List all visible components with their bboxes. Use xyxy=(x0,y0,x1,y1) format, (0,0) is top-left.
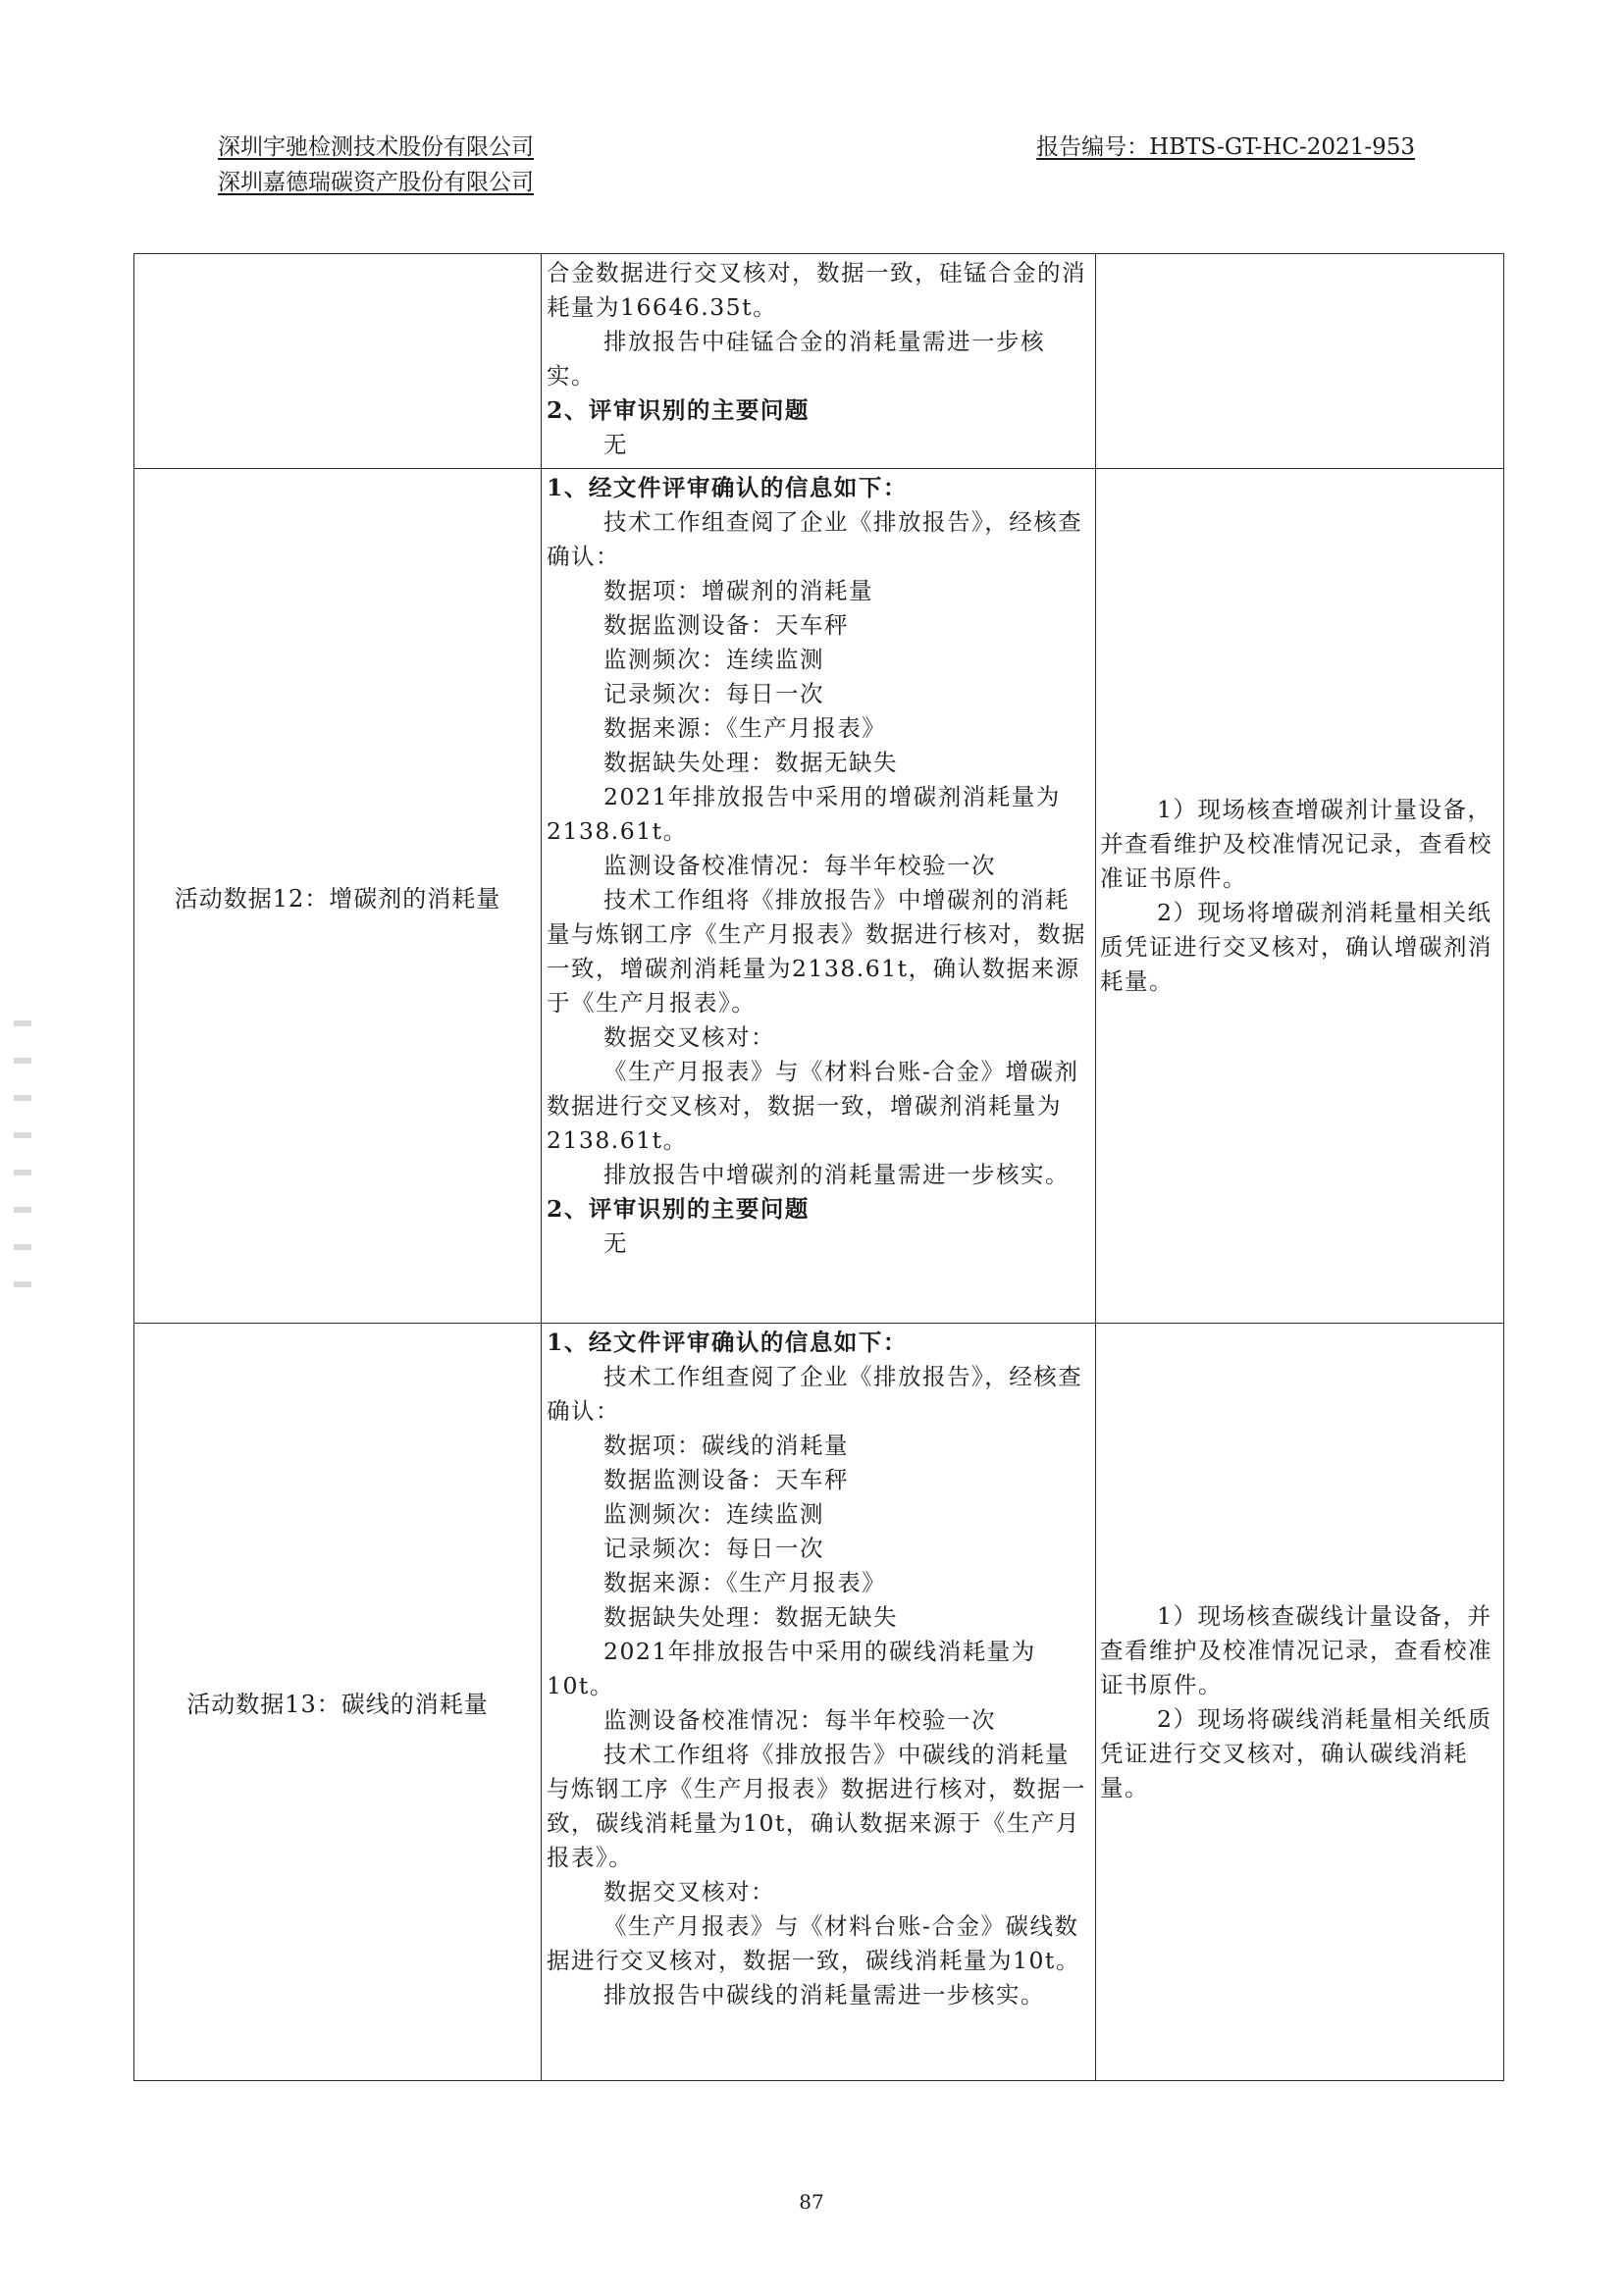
section-heading: 2、评审识别的主要问题 xyxy=(547,1195,810,1223)
content-text: 数据来源：《生产月报表》 xyxy=(603,714,887,742)
item-cell: 活动数据12：增碳剂的消耗量 xyxy=(134,469,542,1324)
content-text: 监测频次：连续监测 xyxy=(603,1500,824,1528)
content-text: 2021年排放报告中采用的增碳剂消耗量为2138.61t。 xyxy=(547,783,1061,845)
content-text: 排放报告中碳线的消耗量需进一步核实。 xyxy=(603,1981,1045,2009)
content-text: 数据监测设备：天车秤 xyxy=(603,611,849,639)
content-text: 数据项：碳线的消耗量 xyxy=(603,1432,849,1459)
content-text: 2021年排放报告中采用的碳线消耗量为10t。 xyxy=(547,1638,1036,1699)
content-text: 数据监测设备：天车秤 xyxy=(603,1466,849,1493)
content-text: 《生产月报表》与《材料台账-合金》碳线数据进行交叉核对，数据一致，碳线消耗量为10t。 xyxy=(547,1912,1080,1974)
header-companies xyxy=(218,130,534,200)
report-number: 报告编号：HBTS-GT-HC-2021-953 xyxy=(1036,134,1415,160)
content-text: 技术工作组查阅了企业《排放报告》，经核查确认： xyxy=(547,1363,1083,1425)
content-text: 技术工作组将《排放报告》中增碳剂的消耗量与炼钢工序《生产月报表》数据进行核对，数据一致，增碳剂消耗量为2138.61t，确认数据来源于《生产月报表》。 xyxy=(547,886,1086,1017)
content-cell xyxy=(542,254,1096,469)
content-text: 排放报告中增碳剂的消耗量需进一步核实。 xyxy=(603,1161,1070,1188)
section-heading: 1、经文件评审确认的信息如下： xyxy=(547,1329,908,1356)
advice-text: 1）现场核查增碳剂计量设备，并查看维护及校准情况记录，查看校准证书原件。 xyxy=(1100,796,1492,892)
advice-text: 2）现场将碳线消耗量相关纸质凭证进行交叉核对，确认碳线消耗量。 xyxy=(1100,1704,1492,1801)
advice-text: 1）现场核查碳线计量设备，并查看维护及校准情况记录，查看校准证书原件。 xyxy=(1100,1601,1492,1698)
content-text: 数据来源：《生产月报表》 xyxy=(603,1569,887,1596)
content-text: 数据项：增碳剂的消耗量 xyxy=(603,577,873,604)
content-text: 数据缺失处理：数据无缺失 xyxy=(603,749,898,776)
section-heading: 2、评审识别的主要问题 xyxy=(547,396,810,424)
content-text: 监测设备校准情况：每半年校验一次 xyxy=(603,852,996,879)
company-name-1: 深圳宇驰检测技术股份有限公司 xyxy=(218,134,534,160)
advice-cell xyxy=(1096,1324,1504,2081)
table-row xyxy=(134,469,1504,1324)
content-cell xyxy=(542,1324,1096,2081)
content-text: 监测设备校准情况：每半年校验一次 xyxy=(603,1706,996,1734)
item-cell xyxy=(134,254,542,469)
content-cell xyxy=(542,469,1096,1324)
content-text: 技术工作组将《排放报告》中碳线的消耗量与炼钢工序《生产月报表》数据进行核对，数据一致，碳线消耗量为10t，确认数据来源于《生产月报表》。 xyxy=(547,1741,1086,1871)
advice-text: 2）现场将增碳剂消耗量相关纸质凭证进行交叉核对，确认增碳剂消耗量。 xyxy=(1100,899,1492,995)
content-text: 排放报告中硅锰合金的消耗量需进一步核实。 xyxy=(547,328,1045,390)
content-text: 合金数据进行交叉核对，数据一致，硅锰合金的消耗量为16646.35t。 xyxy=(547,259,1086,321)
review-table xyxy=(133,253,1504,2081)
company-name-2: 深圳嘉德瑞碳资产股份有限公司 xyxy=(218,170,534,195)
content-text: 《生产月报表》与《材料台账-合金》增碳剂数据进行交叉核对，数据一致，增碳剂消耗量为2138.61t。 xyxy=(547,1058,1079,1154)
item-cell: 活动数据13：碳线的消耗量 xyxy=(134,1324,542,2081)
content-text: 无 xyxy=(603,431,628,458)
content-text: 无 xyxy=(603,1229,628,1257)
page-number: 87 xyxy=(799,2190,824,2214)
content-text: 记录频次：每日一次 xyxy=(603,1535,824,1562)
table-row xyxy=(134,254,1504,469)
advice-cell xyxy=(1096,254,1504,469)
content-text: 记录频次：每日一次 xyxy=(603,680,824,707)
content-text: 技术工作组查阅了企业《排放报告》，经核查确认： xyxy=(547,508,1083,570)
table-row xyxy=(134,1324,1504,2081)
content-text: 数据缺失处理：数据无缺失 xyxy=(603,1603,898,1631)
content-text: 监测频次：连续监测 xyxy=(603,646,824,673)
content-text: 数据交叉核对： xyxy=(603,1023,775,1051)
section-heading: 1、经文件评审确认的信息如下： xyxy=(547,474,908,501)
advice-cell xyxy=(1096,469,1504,1324)
content-text: 数据交叉核对： xyxy=(603,1878,775,1905)
scan-artifact xyxy=(14,1020,31,1315)
